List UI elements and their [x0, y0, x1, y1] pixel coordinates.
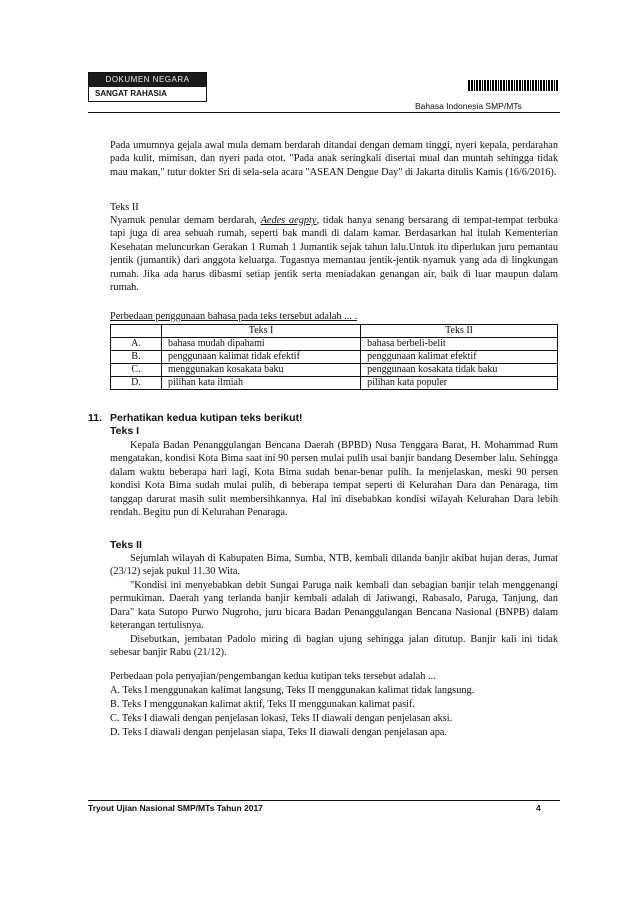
secrecy-label: SANGAT RAHASIA: [95, 89, 167, 98]
table-cell: bahasa mudah dipahami: [162, 338, 361, 351]
table-cell: penggunaan kosakata tidak baku: [361, 364, 558, 377]
row-label: A.: [111, 338, 162, 351]
q11-teks2-title: Teks II: [110, 539, 142, 551]
q11-teks2-p1: Sejumlah wilayah di Kabupaten Bima, Sumba, NTB, kembali dilanda banjir akibat hujan deras, Jumat (23/12) sejak pukul 11.30 Wita.: [110, 553, 558, 578]
q11-teks2-p3: Disebutkan, jembatan Padolo miring di bagian ujung sehingga jalan ditutup. Banjir kali ini tidak sebesar banjir Rabu (21/12).: [110, 634, 558, 659]
species-name: Aedes aegpty: [260, 215, 317, 226]
row-label: B.: [111, 351, 162, 364]
question-number: 11.: [88, 412, 103, 424]
comparison-table: [110, 324, 558, 390]
q11-teks1-title: Teks I: [110, 425, 139, 437]
answer-option-a[interactable]: A. Teks I menggunakan kalimat langsung, Teks II menggunakan kalimat tidak langsung.: [110, 685, 475, 696]
question-title: Perhatikan kedua kutipan teks berikut!: [110, 412, 303, 424]
footer-title: Tryout Ujian Nasional SMP/MTs Tahun 2017: [88, 803, 263, 813]
row-label: D.: [111, 377, 162, 390]
table-row: [111, 377, 558, 390]
teks2-text-pre: Nyamuk penular demam berdarah,: [110, 215, 261, 226]
q11-prompt: Perbedaan pola penyajian/pengembangan kedua kutipan teks tersebut adalah ...: [110, 671, 436, 682]
table-cell: penggunaan kalimat efektif: [361, 351, 558, 364]
table-row: [111, 364, 558, 377]
teks2-title: Teks II: [110, 202, 139, 213]
table-cell: pilihan kata populer: [361, 377, 558, 390]
teks2-text-post: , tidak hanya senang bersarang di tempat-tempat terbuka tapi juga di area sebuah rumah, seperti bak mandi di dalam kamar. Berdasarkan hal itulah Kementerian Kesehatan meluncurkan Gerakan 1 Rumah 1 Jumantik sejak tahun lalu.Untuk itu diperlukan juru pemantau jentik (jumantik) dari anggota keluarga. Tugasnya memantau jentik-jentik nyamuk yang ada di lingkungan rumah. Jika ada harus dibasmi setiap jentik serta meniadakan genangan air, baik di luar maupun dalam rumah.: [110, 215, 559, 294]
table-cell: penggunaan kalimat tidak efektif: [162, 351, 361, 364]
classification-box: [88, 72, 207, 102]
answer-option-c[interactable]: C. Teks I diawali dengan penjelasan lokasi, Teks II diawali dengan penjelasan aksi.: [110, 713, 453, 724]
table-header-row: [111, 325, 558, 338]
table-header: Teks II: [361, 325, 558, 338]
subject-label: Bahasa Indonesia SMP/MTs: [415, 101, 522, 111]
intro-paragraph: Pada umumnya gejala awal mula demam berdarah ditandai dengan demam tinggi, nyeri kepala, perdarahan pada kulit, mimisan, dan nyeri pada otot. "Pada anak seringkali disertai mual dan muntah sehingga tidak mau makan," tutur dokter Sri di sela-sela acara "ASEAN Dengue Day" di Jakarta ditulis Kamis (16/6/2016).: [110, 140, 558, 178]
table-corner: [111, 325, 162, 338]
page-number: 4: [536, 803, 541, 813]
footer-rule: [88, 800, 560, 801]
header-rule: [88, 112, 560, 113]
teks2-paragraph: [110, 214, 558, 294]
document-label: DOKUMEN NEGARA: [89, 73, 206, 87]
answer-option-b[interactable]: B. Teks I menggunakan kalimat aktif, Teks II menggunakan kalimat pasif.: [110, 699, 416, 710]
answer-option-d[interactable]: D. Teks I diawali dengan penjelasan siapa, Teks II diawali dengan penjelasan apa.: [110, 727, 447, 738]
table-header: Teks I: [162, 325, 361, 338]
barcode-icon: [468, 80, 559, 91]
q10-prompt: Perbedaan penggunaan bahasa pada teks tersebut adalah ... .: [110, 311, 358, 322]
table-cell: bahasa berbeli-belit: [361, 338, 558, 351]
table-row: [111, 338, 558, 351]
table-cell: pilihan kata ilmiah: [162, 377, 361, 390]
q11-teks2-p2: "Kondisi ini menyebabkan debit Sungai Paruga naik kembali dan sebagian banjir telah menggenangi permukiman. Daerah yang terlanda banjir kembali adalah di Jatiwangi, Rabasalo, Paruga, Tanjung, dan Dara" kata Sutopo Purwo Nugroho, juru bicara Badan Penanggulangan Bencana Nasional (BNPB) dalam keterangan tertulisnya.: [110, 580, 558, 632]
q11-teks1-body: Kepala Badan Penanggulangan Bencana Daerah (BPBD) Nusa Tenggara Barat, H. Mohammad Rum mengatakan, kondisi Kota Bima saat ini 90 persen mulai pulih usai banjir bandang Desember lalu. Sehingga dalam waktu beberapa hari lagi, Kota Bima sudah benar-benar pulih. Ia menjelaskan, meski 90 persen kondisi Kota Bima sudah mulai pulih, di beberapa tempat seperti di Kelurahan Dara dan Penaraga, tim tanggap darurat masih sulit membersihkannya. Hal ini disebabkan kondisi wilayah Kelurahan Dara lebih rendah. Begitu pun di Kelurahan Penaraga.: [110, 440, 558, 519]
row-label: C.: [111, 364, 162, 377]
table-row: [111, 351, 558, 364]
table-cell: menggunakan kosakata baku: [162, 364, 361, 377]
